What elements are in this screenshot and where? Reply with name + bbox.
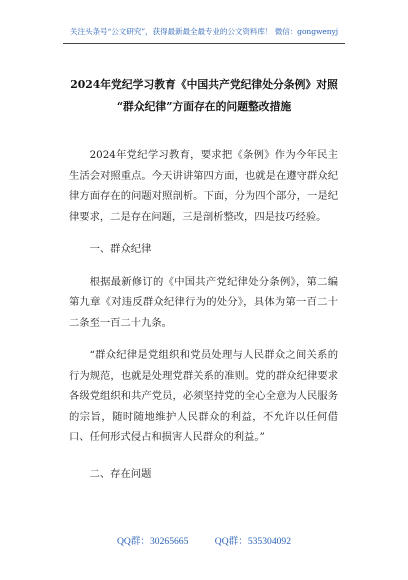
title-line-2: “群众纪律”方面存在的问题整改措施 — [116, 100, 292, 113]
header-divider — [63, 43, 345, 44]
header-notice: 关注头条号“公文研究”，获得最新最全最专业的公文资料库！ 微信：gongwenyj — [69, 27, 338, 36]
intro-paragraph: 2024年党纪学习教育，要求把《条例》作为今年民主生活会对照重点。今天讲讲第四方面，也就是在遵守群众纪律方面存在的问题对照剖析。下面，分为四个部分，一是纪律要求，二是存在问题，三是剖析整改，四是技巧经验。 — [69, 149, 338, 223]
quote-paragraph: “群众纪律是党组织和党员处理与人民群众之间关系的行为规范，也就是处理党群关系的准则。党的群众纪律要求各级党组织和共产党员，必须坚持党的全心全意为人民服务的宗旨，随时随地维护人民群众的利益，不允许以任何借口、任何形式侵占和损害人民群众的利益。” — [69, 349, 338, 443]
title-line-1: 2024年党纪学习教育《中国共产党纪律处分条例》对照 — [70, 78, 338, 91]
section-heading-2: 二、存在问题 — [89, 467, 152, 480]
footer-contacts — [0, 533, 408, 547]
footer-qq-2: QQ群：535304092 — [214, 536, 292, 547]
document-body — [69, 145, 338, 484]
section1-paragraph: 根据最新修订的《中国共产党纪律处分条例》，第二编第九章《对违反群众纪律行为的处分》，具体为第一百二十二条至一百二十九条。 — [69, 275, 338, 329]
document-title — [48, 74, 360, 118]
footer-qq-1: QQ群：30265665 — [116, 536, 189, 547]
section-heading-1: 一、群众纪律 — [89, 243, 152, 255]
